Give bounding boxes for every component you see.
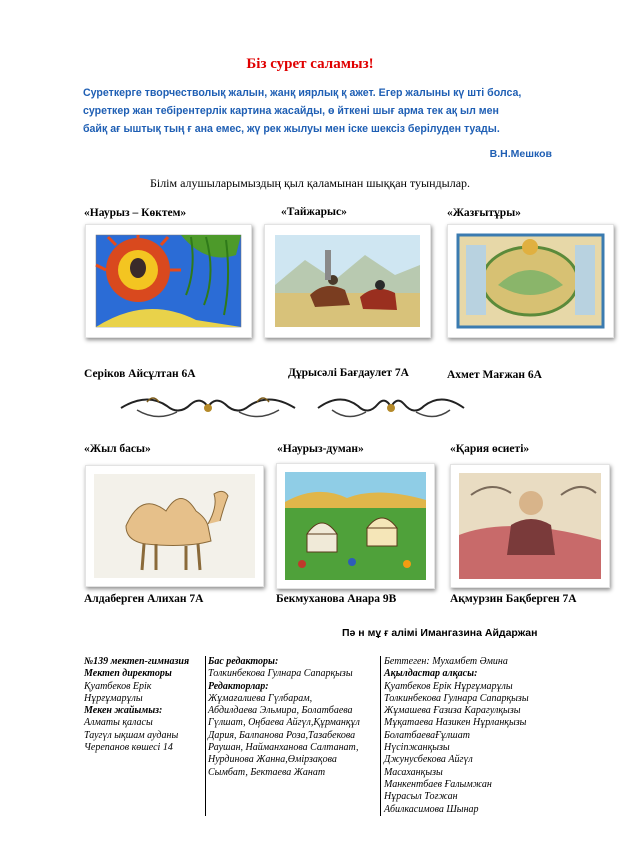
footer-line: Масаханқызы — [384, 766, 443, 778]
footer-line: Черепанов көшесі 14 — [84, 742, 173, 754]
painting-title-1: «Наурыз – Көктем» — [84, 207, 187, 219]
footer-line: Толкинбекова Гулнара Сапарқызы — [208, 668, 353, 680]
footer-line: Мекен жайымыз: — [84, 705, 163, 717]
footer-line: Джунусбекова Айгүл — [384, 754, 473, 766]
painting-camel — [85, 465, 264, 587]
footer-line: Гүлшат, Оңбаева Айгүл,Құрманқұл — [208, 717, 360, 729]
footer-line: БолатбаеваҒұлшат — [384, 729, 470, 741]
footer-line: Қуатбеков Ерік — [84, 680, 152, 692]
footer-divider — [205, 656, 206, 816]
student-name-5: Бекмуханова Анара 9В — [276, 593, 397, 605]
painting-title-2: «Тайжарыс» — [281, 206, 347, 218]
painting-nauryz-feast — [276, 463, 435, 589]
footer-line: Жұмағалиева Гүлбарам, — [208, 692, 313, 704]
painting-elders-advice — [450, 464, 610, 588]
painting-title-5: «Наурыз-думан» — [277, 443, 364, 455]
quote-line: Суреткерге творчестволық жалын, жанқ иярлық қ ажет. Егер жалыны кү шті болса, — [83, 87, 522, 99]
footer-line: Алматы қаласы — [84, 717, 153, 729]
page-title: Біз сурет саламыз! — [246, 56, 374, 72]
student-name-1: Серіков Айсұлтан 6А — [84, 368, 196, 380]
ornament-divider-right — [314, 388, 468, 426]
painting-title-6: «Қария өсиеті» — [450, 443, 530, 455]
student-name-6: Ақмурзин Бақберген 7А — [450, 593, 577, 605]
footer-line: Мектеп директоры — [84, 668, 172, 680]
painting-horse-race — [264, 224, 431, 338]
painting-early-spring — [447, 224, 614, 338]
footer-line: Ақылдастар алқасы: — [384, 668, 478, 680]
intro-text: Білім алушыларымыздың қыл қаламынан шыққан туындылар. — [149, 176, 471, 190]
footer-line: Мұқатаева Назикен Нұрланқызы — [384, 717, 527, 729]
footer-line: Бас редакторы: — [208, 656, 279, 667]
footer-line: Нурдинова Жанна,Өмірзақова — [208, 754, 337, 766]
footer-line: Дария, Балпанова Роза,Тазабекова — [208, 729, 356, 741]
footer-line: Раушан, Найманханова Салтанат, — [208, 742, 359, 754]
student-name-2: Дұрысәлі Бағдаулет 7А — [288, 367, 409, 379]
footer-line: Толкинбекова Гулнара Сапарқызы — [384, 692, 529, 704]
student-name-4: Алдаберген Алихан 7А — [84, 593, 204, 605]
footer-line: Беттеген: Мухамбет Әмина — [384, 656, 508, 667]
footer-line: Нүсіпжанқызы — [384, 742, 450, 754]
footer-line: Абилкасимова Шынар — [384, 803, 479, 815]
footer-line: Таугүл ықшам ауданы — [84, 729, 179, 741]
footer-line: Редакторлар: — [208, 680, 269, 692]
footer-line: №139 мектеп-гимназия — [84, 656, 190, 667]
footer-council — [384, 656, 584, 816]
teacher-credit: Пә н мұ ғ алімі Имангазина Айдаржан — [342, 627, 538, 639]
ornament-divider-left — [117, 388, 299, 426]
quote-block — [83, 84, 523, 138]
footer-line: Нұрасыл Тоғжан — [384, 791, 458, 803]
painting-title-4: «Жыл басы» — [84, 443, 151, 455]
footer-editors — [208, 656, 380, 779]
footer-line: Қуатбеков Ерік Нұрғұмарұлы — [384, 680, 513, 692]
footer-line: Сымбат, Бектаева Жанат — [208, 766, 326, 778]
footer-school-info — [84, 656, 202, 754]
footer-divider — [380, 656, 381, 816]
student-name-3: Ахмет Мағжан 6А — [447, 369, 542, 381]
quote-author: В.Н.Мешков — [489, 148, 552, 160]
quote-line: суреткер жан тебірентерлік картина жасайды, ө йткені шығ арма тек ақ ыл мен — [83, 105, 499, 117]
footer-line: Жұмашева Ғазиза Карагулқызы — [384, 705, 521, 717]
footer-line: Абдилдаева Эльмира, Болатбаева — [208, 705, 353, 717]
painting-title-3: «Жазғытұры» — [447, 207, 521, 219]
footer-line: Манкентбаев Ғалымжан — [384, 778, 492, 790]
painting-spring — [85, 224, 252, 338]
footer-line: Нұрғұмарұлы — [84, 692, 143, 704]
quote-line: байқ ағ ыштық тың ғ ана емес, жү рек жылуы мен іске шексіз берілуден туады. — [83, 123, 500, 135]
